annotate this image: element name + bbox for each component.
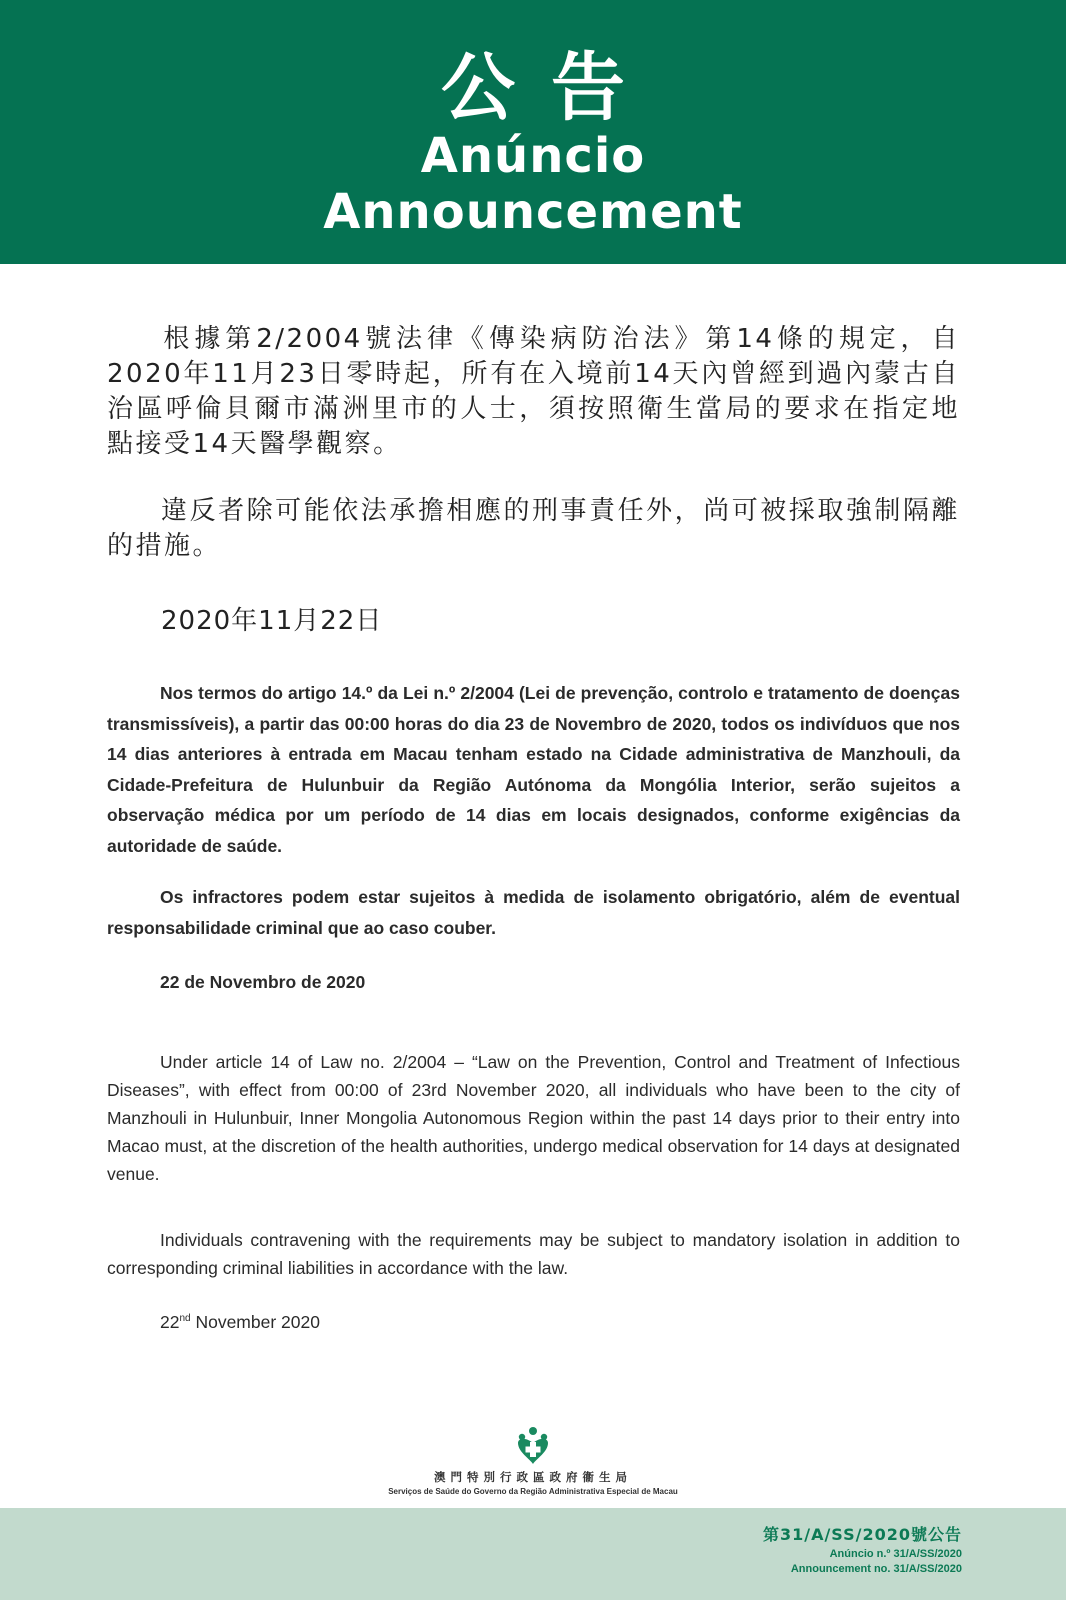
portuguese-section <box>107 678 960 861</box>
english-section-2 <box>107 1226 960 1282</box>
portuguese-section-2 <box>107 882 960 943</box>
english-date-suffix: nd <box>179 1313 191 1325</box>
title-portuguese: Anúncio <box>420 128 646 184</box>
health-cross-heart-icon <box>514 1426 552 1466</box>
chinese-date: 2020年11月22日 <box>161 606 383 636</box>
english-date <box>107 1312 960 1333</box>
reference-number-portuguese: Anúncio n.º 31/A/SS/2020 <box>829 1548 962 1560</box>
footer-band <box>0 1508 1066 1600</box>
chinese-section <box>107 322 960 462</box>
chinese-paragraph-1 <box>107 322 960 462</box>
title-english: Announcement <box>323 184 743 240</box>
bureau-name-chinese: 澳門特別行政區政府衞生局 <box>434 1470 632 1484</box>
health-bureau-logo <box>0 1426 1066 1496</box>
reference-number-chinese: 第31/A/SS/2020號公告 <box>762 1525 962 1544</box>
portuguese-paragraph-1: Nos termos do artigo 14.º da Lei n.º 2/2004 (Lei de prevenção, controlo e tratamento de doenças transmissíveis), a partir das 00:00 horas do dia 23 de Novembro de 2020, todos os indivíduos que nos 14 dias anteriores à entrada em Macau tenham estado na Cidade administrativa de Manzhouli, da Cidade-Prefeitura de Hulunbuir da Região Autónoma da Mongólia Interior, serão sujeitos a observação médica por um período de 14 dias em locais designados, conforme exigências da autoridade de saúde. <box>107 683 960 856</box>
portuguese-paragraph-2: Os infractores podem estar sujeitos à medida de isolamento obrigatório, além de eventual responsabilidade criminal que ao caso couber. <box>107 887 960 938</box>
chinese-paragraph-2 <box>107 494 960 564</box>
english-paragraph-2: Individuals contravening with the requirements may be subject to mandatory isolation in addition to corresponding criminal liabilities in accordance with the law. <box>107 1230 960 1278</box>
title-chinese: 公告 <box>441 45 661 131</box>
chinese-date-block <box>107 600 960 637</box>
english-date-rest: November 2020 <box>190 1312 320 1332</box>
english-date-block <box>107 1312 960 1333</box>
chinese-section-2 <box>107 494 960 564</box>
chinese-paragraph-2-text: 違反者除可能依法承擔相應的刑事責任外，尚可被採取強制隔離的措施。 <box>107 496 960 561</box>
portuguese-date-block <box>107 972 960 993</box>
chinese-paragraph-1-text: 根據第2/2004號法律《傳染病防治法》第14條的規定，自2020年11月23日零時起，所有在入境前14天內曾經到過內蒙古自治區呼倫貝爾市滿洲里市的人士，須按照衛生當局的要求在指定地點接受14天醫學觀察。 <box>107 324 960 459</box>
portuguese-date: 22 de Novembro de 2020 <box>160 972 366 992</box>
bureau-name-portuguese: Serviços de Saúde do Governo da Região Administrativa Especial de Macau <box>388 1487 678 1496</box>
english-section <box>107 1048 960 1188</box>
english-date-day: 22 <box>160 1312 180 1332</box>
reference-number-english: Announcement no. 31/A/SS/2020 <box>790 1563 962 1575</box>
announcement-header <box>0 0 1066 264</box>
english-paragraph-1: Under article 14 of Law no. 2/2004 – “Law on the Prevention, Control and Treatment of Infectious Diseases”, with effect from 00:00 of 23rd November 2020, all individuals who have been to the city of Manzhouli in Hulunbuir, Inner Mongolia Autonomous Region within the past 14 days prior to their entry into Macao must, at the discretion of the health authorities, undergo medical observation for 14 days at designated venue. <box>107 1052 960 1184</box>
